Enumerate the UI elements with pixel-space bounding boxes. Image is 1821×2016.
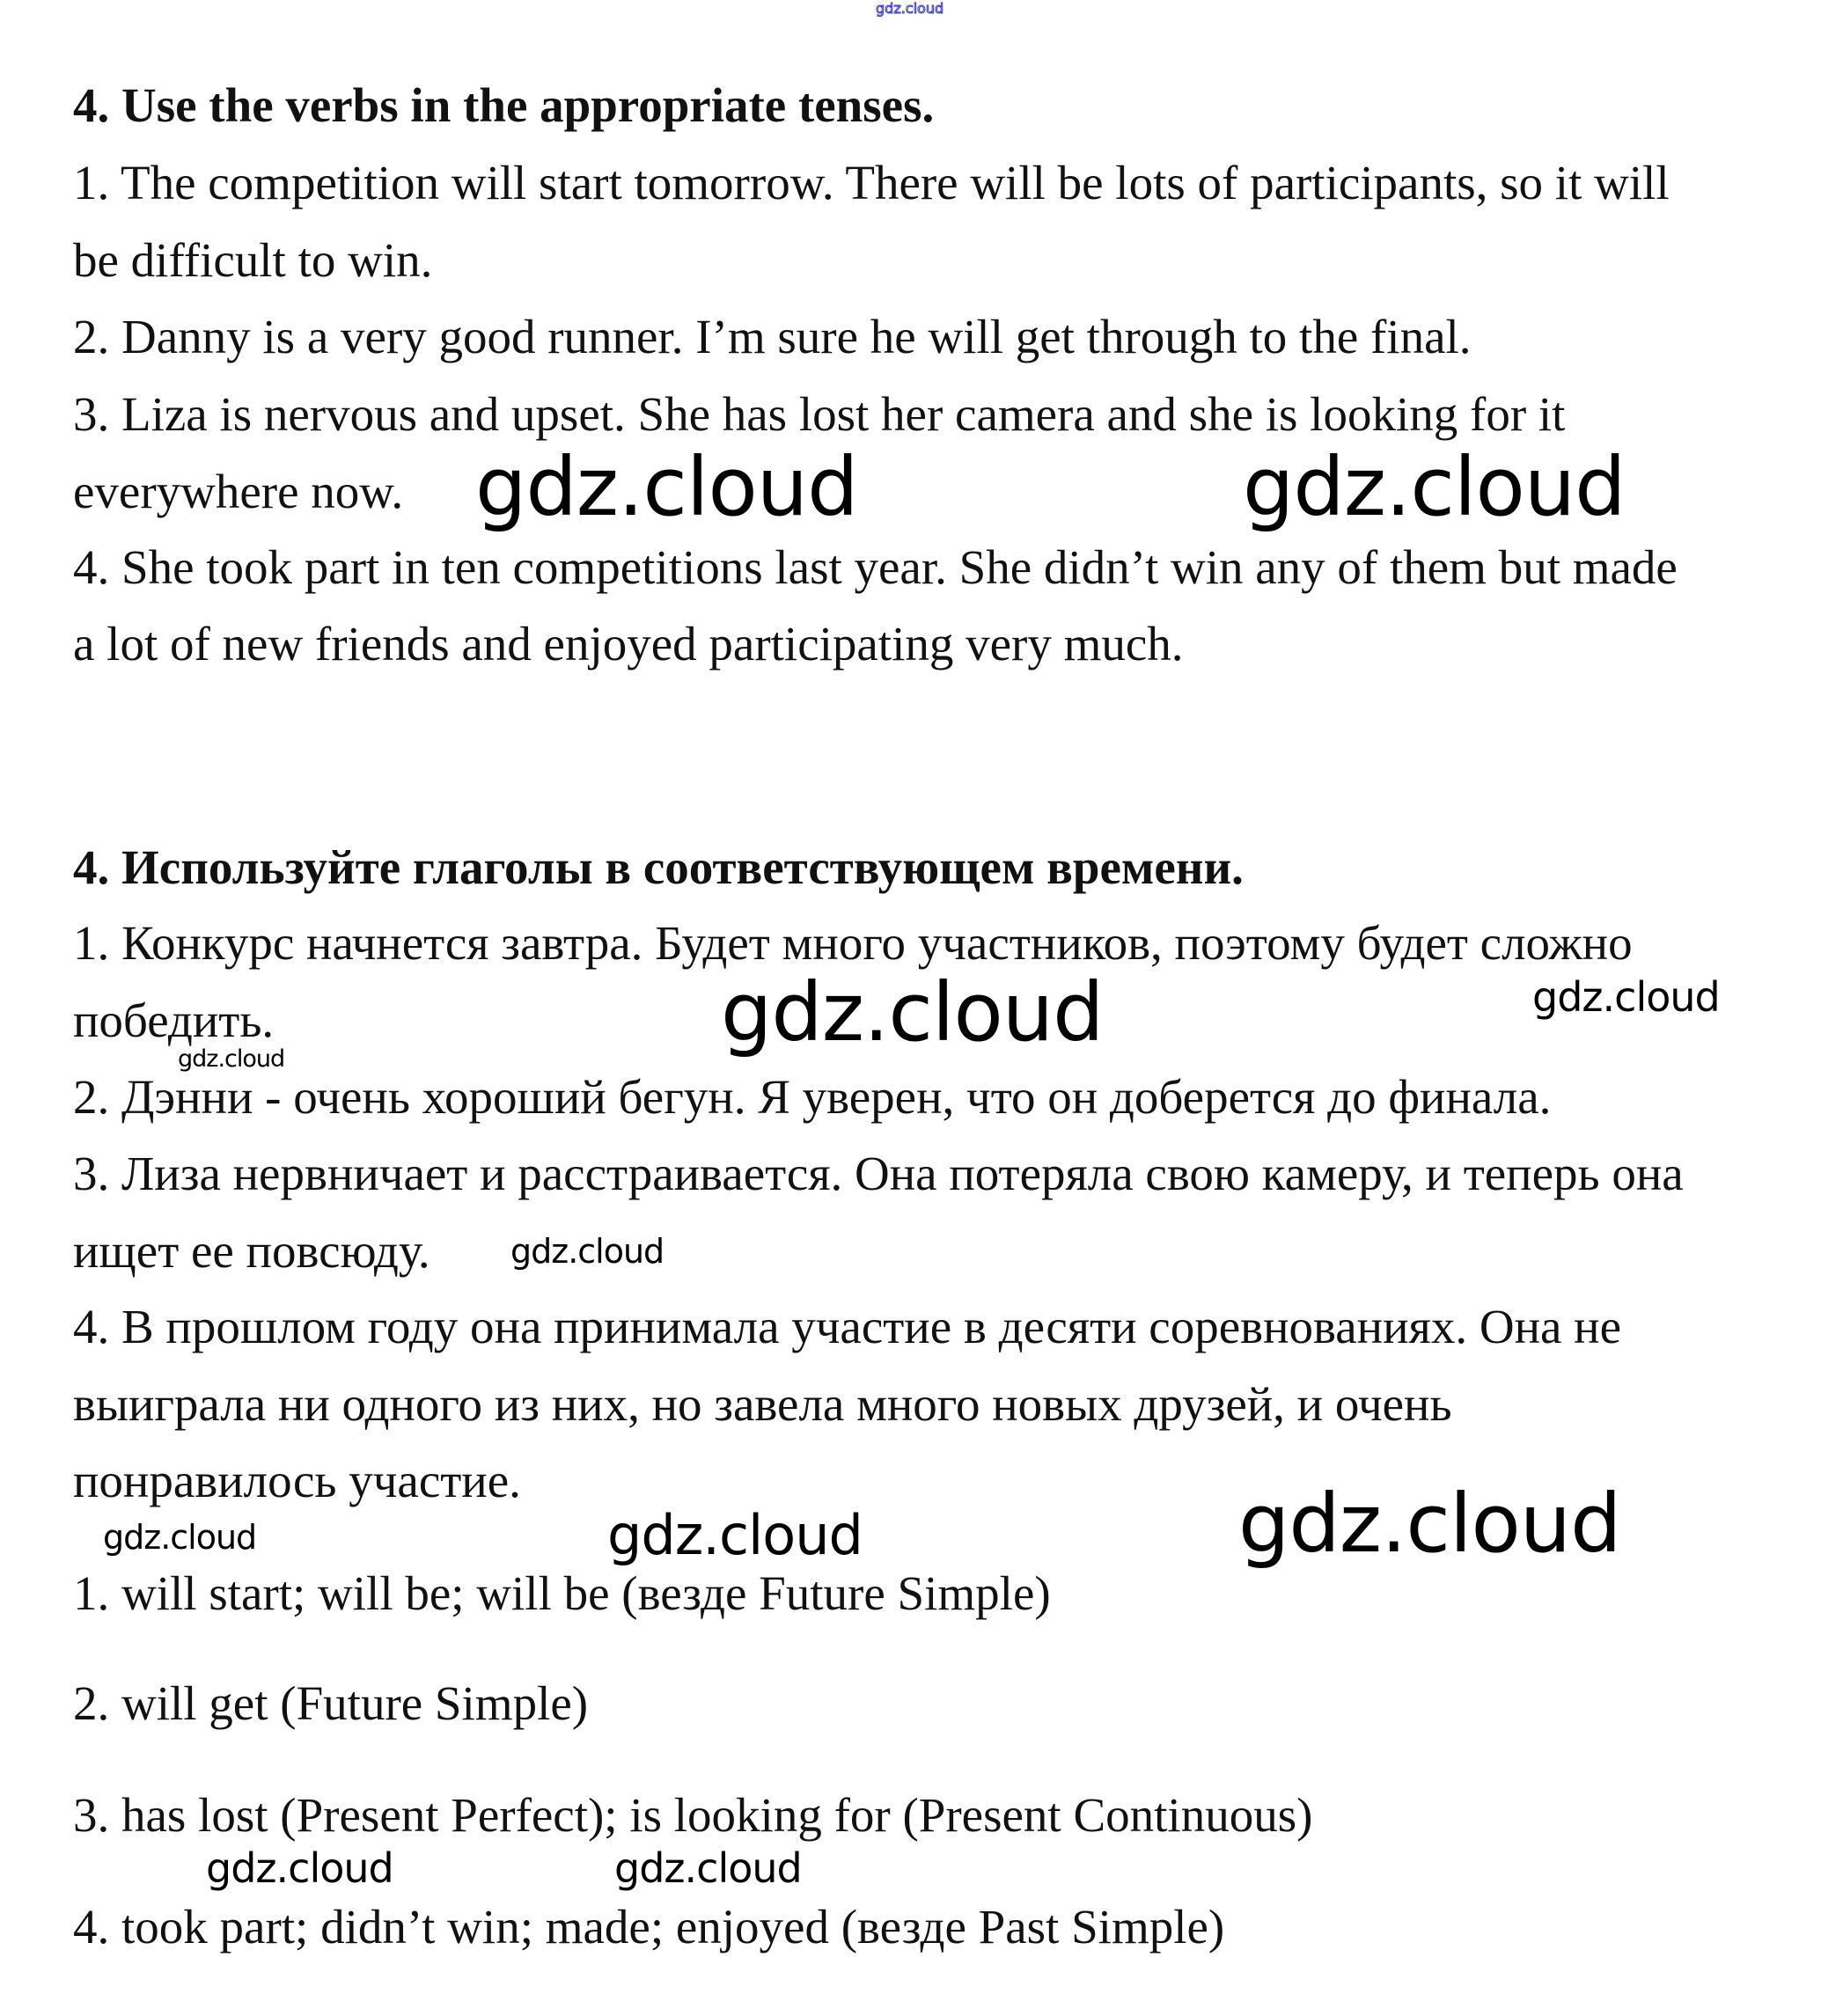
watermark: gdz.cloud [475, 440, 858, 534]
russian-heading: 4. Используйте глаголы в соответствующем времени. [73, 840, 1244, 894]
english-line: 3. Liza is nervous and upset. She has lost her camera and she is looking for it [73, 387, 1566, 441]
english-line: 1. The competition will start tomorrow. There will be lots of participants, so it will [73, 156, 1670, 209]
watermark: gdz.cloud [614, 1844, 802, 1892]
english-heading: 4. Use the verbs in the appropriate tenses. [73, 78, 935, 132]
english-line: be difficult to win. [73, 233, 433, 287]
watermark: gdz.cloud [206, 1844, 393, 1892]
watermark: gdz.cloud [510, 1232, 665, 1271]
english-line: 2. Danny is a very good runner. I’m sure he will get through to the final. [73, 310, 1472, 363]
russian-line: победить. [73, 993, 275, 1047]
watermark: gdz.cloud [1238, 1477, 1621, 1571]
russian-line: 3. Лиза нервничает и расстраивается. Она потеряла свою камеру, и теперь она [73, 1147, 1684, 1200]
watermark: gdz.cloud [1532, 973, 1720, 1021]
watermark-top: gdz.cloud [876, 0, 944, 17]
answer-line: 3. has lost (Present Perfect); is looking for (Present Continuous) [73, 1788, 1313, 1842]
answer-line: 4. took part; didn’t win; made; enjoyed (везде Past Simple) [73, 1900, 1225, 1954]
watermark: gdz.cloud [1243, 440, 1626, 534]
russian-line: 2. Дэнни - очень хороший бегун. Я уверен, что он доберется до финала. [73, 1070, 1552, 1124]
russian-line: 4. В прошлом году она принимала участие в десяти соревнованиях. Она не [73, 1300, 1622, 1353]
watermark: gdz.cloud [607, 1503, 863, 1567]
watermark: gdz.cloud [178, 1045, 285, 1073]
watermark: gdz.cloud [103, 1518, 257, 1557]
english-line: 4. She took part in ten competitions last year. She didn’t win any of them but made [73, 540, 1678, 594]
english-line: a lot of new friends and enjoyed participating very much. [73, 617, 1184, 671]
russian-line: выиграла ни одного из них, но завела много новых друзей, и очень [73, 1377, 1452, 1431]
russian-line: понравилось участие. [73, 1454, 521, 1507]
russian-line: 1. Конкурс начнется завтра. Будет много участников, поэтому будет сложно [73, 916, 1633, 970]
english-line: everywhere now. [73, 465, 404, 518]
russian-line: ищет ее повсюду. [73, 1224, 430, 1278]
answer-line: 1. will start; will be; will be (везде Future Simple) [73, 1566, 1051, 1620]
answer-line: 2. will get (Future Simple) [73, 1676, 589, 1730]
watermark: gdz.cloud [721, 965, 1104, 1059]
